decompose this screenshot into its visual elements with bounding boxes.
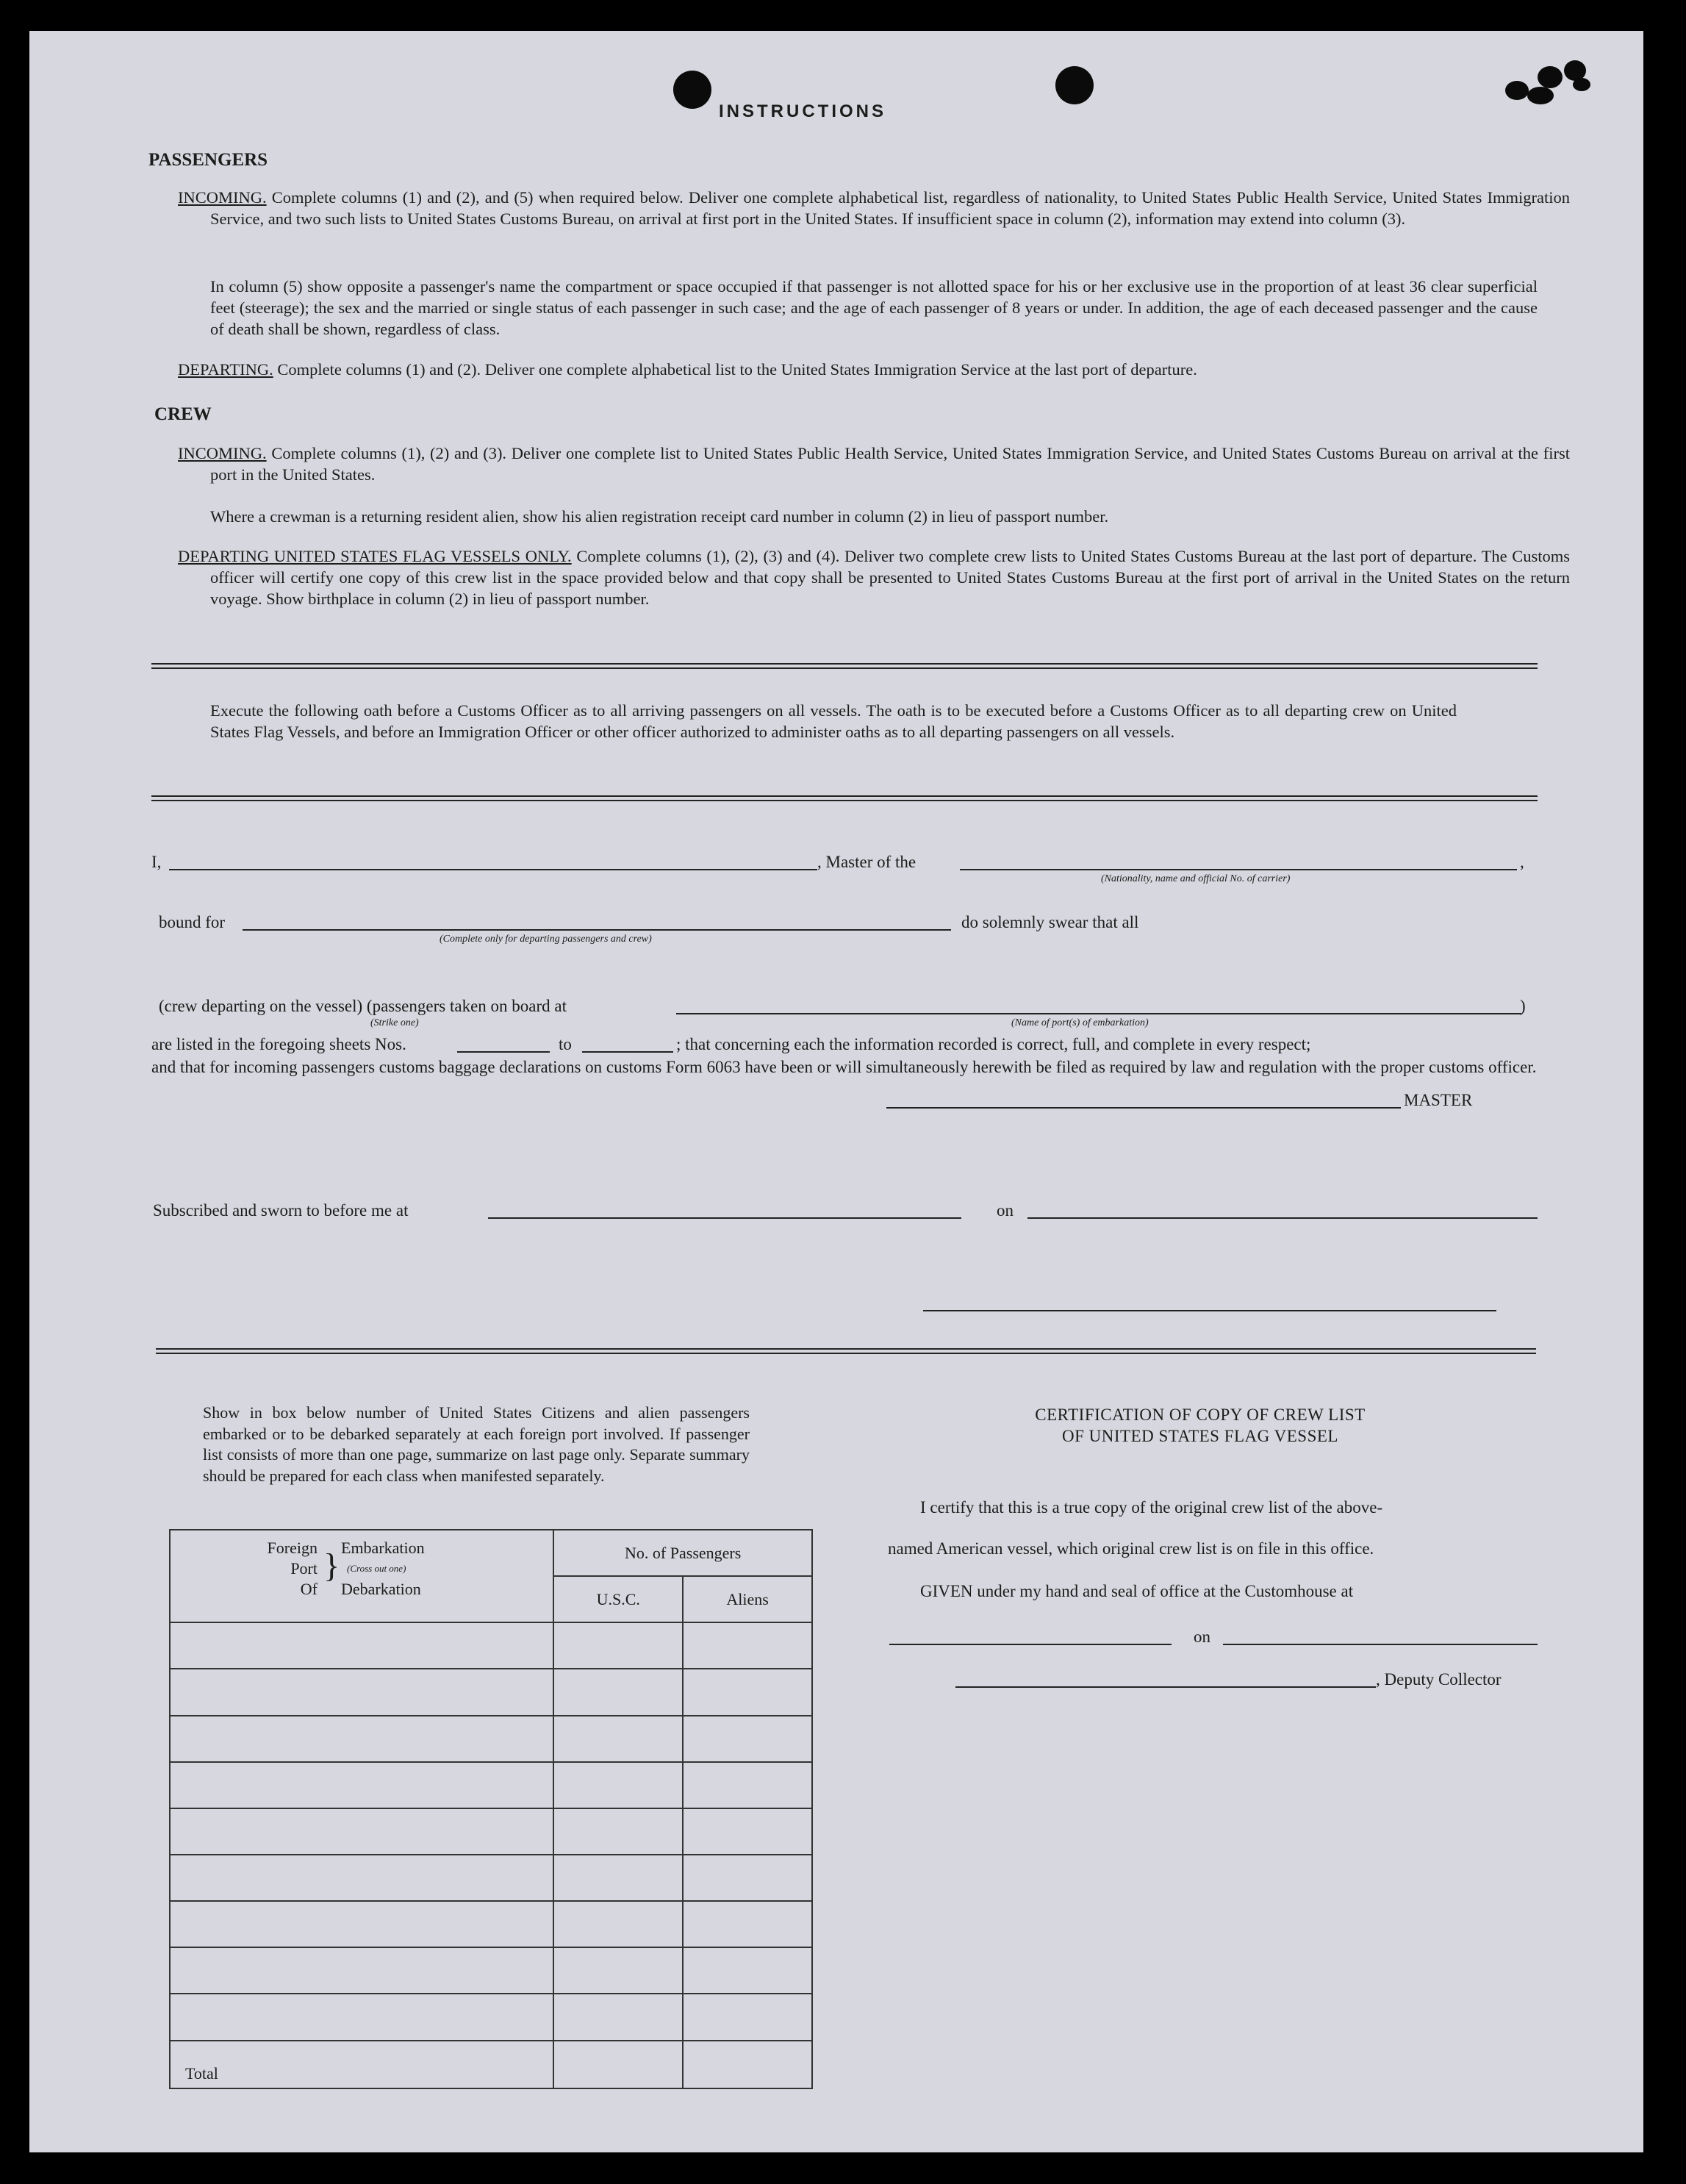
table-row: [170, 1762, 812, 1808]
port-label: Port: [290, 1559, 318, 1578]
bound-for-label: bound for: [159, 913, 226, 931]
certification-title-line1: CERTIFICATION OF COPY OF CREW LIST: [1035, 1406, 1366, 1424]
passengers-departing-text: Complete columns (1) and (2). Deliver one complete alphabetical list to the United States Immigration Service at the last port of departure.: [277, 360, 1197, 379]
passengers-incoming-text: Complete columns (1) and (2), and (5) when required below. Deliver one complete alphabetical list, regardless of nationality, to United States Public Health Service, United States Immigration Service, and two such lists to United States Customs Bureau, on arrival at first port in the United States. If insufficient space in column (2), information may extend into column (3).: [210, 188, 1571, 228]
total-row: [170, 2041, 812, 2088]
brace-icon: }: [323, 1547, 340, 1584]
sheet-to-field[interactable]: [582, 1051, 673, 1053]
bound-for-field[interactable]: [243, 929, 951, 931]
aliens-total-cell[interactable]: [683, 2041, 812, 2088]
oath-instruction: Execute the following oath before a Customs Officer as to all arriving passengers on all vessels. The oath is to be executed before a Customs Officer as to all departing crew on United States Flag Vessels, and before an Immigration Officer or other officer authorized to administer oaths as to all departing passengers on all vessels.: [210, 701, 1457, 741]
aliens-cell[interactable]: [683, 1716, 812, 1762]
master-label: MASTER: [1404, 1091, 1473, 1109]
certification-title-line2: OF UNITED STATES FLAG VESSEL: [1062, 1427, 1338, 1445]
close-paren: ): [1520, 997, 1526, 1015]
usc-cell[interactable]: [553, 1762, 683, 1808]
officer-signature-field[interactable]: [923, 1310, 1496, 1311]
page-title: INSTRUCTIONS: [719, 101, 886, 121]
crew-departing-paragraph: [178, 545, 1570, 609]
crew-incoming-label: INCOMING.: [178, 444, 267, 462]
aliens-cell[interactable]: [683, 1901, 812, 1947]
crew-incoming-paragraph: [178, 443, 1570, 485]
port-cell[interactable]: [170, 1622, 553, 1669]
usc-cell[interactable]: [553, 1716, 683, 1762]
aliens-cell[interactable]: [683, 1947, 812, 1994]
passengers-incoming-label: INCOMING.: [178, 188, 267, 207]
cert-on-label: on: [1194, 1628, 1210, 1646]
port-cell[interactable]: [170, 1901, 553, 1947]
table-row: [170, 1994, 812, 2040]
aliens-cell[interactable]: [683, 1669, 812, 1715]
passengers-departing-paragraph: [178, 359, 1538, 380]
usc-total-cell[interactable]: [553, 2041, 683, 2088]
carrier-field[interactable]: [960, 869, 1517, 870]
no-of-passengers-header: No. of Passengers: [553, 1530, 812, 1576]
usc-header: U.S.C.: [553, 1576, 683, 1622]
crew-alien-paragraph: Where a crewman is a returning resident alien, show his alien registration receipt card number in column (2) in lieu of passport number.: [210, 507, 1109, 526]
port-cell[interactable]: [170, 1994, 553, 2040]
port-cell[interactable]: [170, 1808, 553, 1855]
crew-departing-text: Complete columns (1), (2), (3) and (4). Deliver two complete crew lists to United States Customs Bureau at the last port of departure. The Customs officer will certify one copy of this crew list in the space provided below and that copy shall be presented to United States Customs Bureau at the first port of arrival in the United States on the return voyage. Show birthplace in column (2) in lieu of passport number.: [210, 547, 1571, 608]
carrier-hint: (Nationality, name and official No. of carrier): [1101, 873, 1291, 884]
usc-cell[interactable]: [553, 1669, 683, 1715]
crew-incoming-text: Complete columns (1), (2) and (3). Deliver one complete list to United States Public Health Service, United States Immigration Service, and United States Customs Bureau on arrival at the first port in the United States.: [210, 444, 1571, 484]
usc-cell[interactable]: [553, 1947, 683, 1994]
table-row: [170, 1669, 812, 1715]
debarkation-label: Debarkation: [341, 1580, 421, 1598]
summary-instructions: Show in box below number of United States Citizens and alien passengers embarked or to be debarked separately at each foreign port involved. If passenger list consists of more than one page, summarize on last page only. Separate summary should be prepared for each class when manifested separately.: [203, 1403, 750, 1485]
port-header-cell: [170, 1530, 553, 1622]
form-page: [29, 31, 1643, 2152]
foreign-port-of-label: [171, 1538, 318, 1600]
passengers-heading: PASSENGERS: [148, 150, 268, 170]
port-cell[interactable]: [170, 1716, 553, 1762]
listed-sheets-a: are listed in the foregoing sheets Nos.: [151, 1035, 406, 1053]
aliens-cell[interactable]: [683, 1855, 812, 1901]
table-row: [170, 1808, 812, 1855]
swear-text: do solemnly swear that all: [961, 913, 1139, 931]
aliens-cell[interactable]: [683, 1808, 812, 1855]
punch-hole-left: [673, 71, 711, 109]
sworn-on-date-field[interactable]: [1027, 1217, 1538, 1219]
table-row: [170, 1947, 812, 1994]
aliens-cell[interactable]: [683, 1622, 812, 1669]
crew-heading: CREW: [154, 404, 212, 424]
bound-for-hint: (Complete only for departing passengers and crew): [440, 934, 652, 945]
master-signature-field[interactable]: [886, 1107, 1401, 1109]
aliens-header: Aliens: [683, 1576, 812, 1622]
customhouse-field[interactable]: [889, 1644, 1172, 1645]
port-cell[interactable]: [170, 1855, 553, 1901]
column5-paragraph: In column (5) show opposite a passenger's name the compartment or space occupied if that passenger is not allotted space for his or her exclusive use in the proportion of at least 36 clear superficial feet (steerage); the sex and the married or single status of each passenger in such case; and the age of each passenger of 8 years or under. In addition, the age of each deceased passenger and the cause of death shall be shown, regardless of class.: [210, 277, 1538, 338]
port-cell[interactable]: [170, 1947, 553, 1994]
aliens-cell[interactable]: [683, 1762, 812, 1808]
divider-3: [156, 1348, 1536, 1354]
listed-sheets-c: and that for incoming passengers customs baggage declarations on customs Form 6063 have been or will simultaneously herewith be filed as required by law and regulation with the proper customs officer.: [151, 1058, 1537, 1076]
strike-one-hint: (Strike one): [370, 1017, 419, 1028]
carrier-comma: ,: [1520, 853, 1524, 871]
punch-hole-right: [1055, 66, 1094, 104]
of-label: Of: [300, 1580, 318, 1598]
aliens-cell[interactable]: [683, 1994, 812, 2040]
port-cell[interactable]: [170, 1669, 553, 1715]
embarkation-label: Embarkation: [341, 1539, 425, 1557]
sheet-from-field[interactable]: [457, 1051, 550, 1053]
crew-departing-label: DEPARTING UNITED STATES FLAG VESSELS ONLY.: [178, 547, 572, 565]
usc-cell[interactable]: [553, 1622, 683, 1669]
subscribed-label: Subscribed and sworn to before me at: [153, 1201, 409, 1220]
listed-to: to: [559, 1035, 572, 1053]
embarkation-ports-field[interactable]: [676, 1013, 1521, 1014]
crew-departing-text-line: (crew departing on the vessel) (passengers taken on board at: [159, 997, 567, 1015]
deputy-signature-field[interactable]: [955, 1686, 1376, 1688]
cross-out-label: (Cross out one): [347, 1563, 406, 1574]
table-row: [170, 1716, 812, 1762]
usc-cell[interactable]: [553, 1855, 683, 1901]
certification-title: [875, 1404, 1526, 1447]
table-row: [170, 1855, 812, 1901]
usc-cell[interactable]: [553, 1808, 683, 1855]
oath-i-label: I,: [151, 853, 162, 871]
passengers-incoming-paragraph: [178, 187, 1570, 229]
table-row: [170, 1622, 812, 1669]
table-row: [170, 1901, 812, 1947]
sworn-at-field[interactable]: [488, 1217, 961, 1219]
certify-line1: I certify that this is a true copy of the original crew list of the above-: [920, 1498, 1383, 1517]
given-text: GIVEN under my hand and seal of office at the Customhouse at: [920, 1582, 1354, 1600]
master-name-field[interactable]: [169, 869, 817, 870]
passengers-departing-label: DEPARTING.: [178, 360, 273, 379]
ports-hint: (Name of port(s) of embarkation): [1011, 1017, 1149, 1028]
deputy-collector-label: , Deputy Collector: [1376, 1670, 1502, 1689]
sworn-on-label: on: [997, 1201, 1014, 1220]
cert-date-field[interactable]: [1223, 1644, 1538, 1645]
total-label: Total: [170, 2041, 553, 2088]
port-cell[interactable]: [170, 1762, 553, 1808]
listed-sheets-b: ; that concerning each the information recorded is correct, full, and complete in every respect;: [676, 1035, 1311, 1053]
foreign-label: Foreign: [267, 1539, 318, 1557]
master-of-label: , Master of the: [817, 853, 916, 871]
divider-2: [151, 795, 1538, 801]
usc-cell[interactable]: [553, 1901, 683, 1947]
usc-cell[interactable]: [553, 1994, 683, 2040]
passenger-summary-table: [169, 1529, 813, 2089]
divider-1: [151, 663, 1538, 669]
certify-line2: named American vessel, which original crew list is on file in this office.: [888, 1539, 1374, 1558]
